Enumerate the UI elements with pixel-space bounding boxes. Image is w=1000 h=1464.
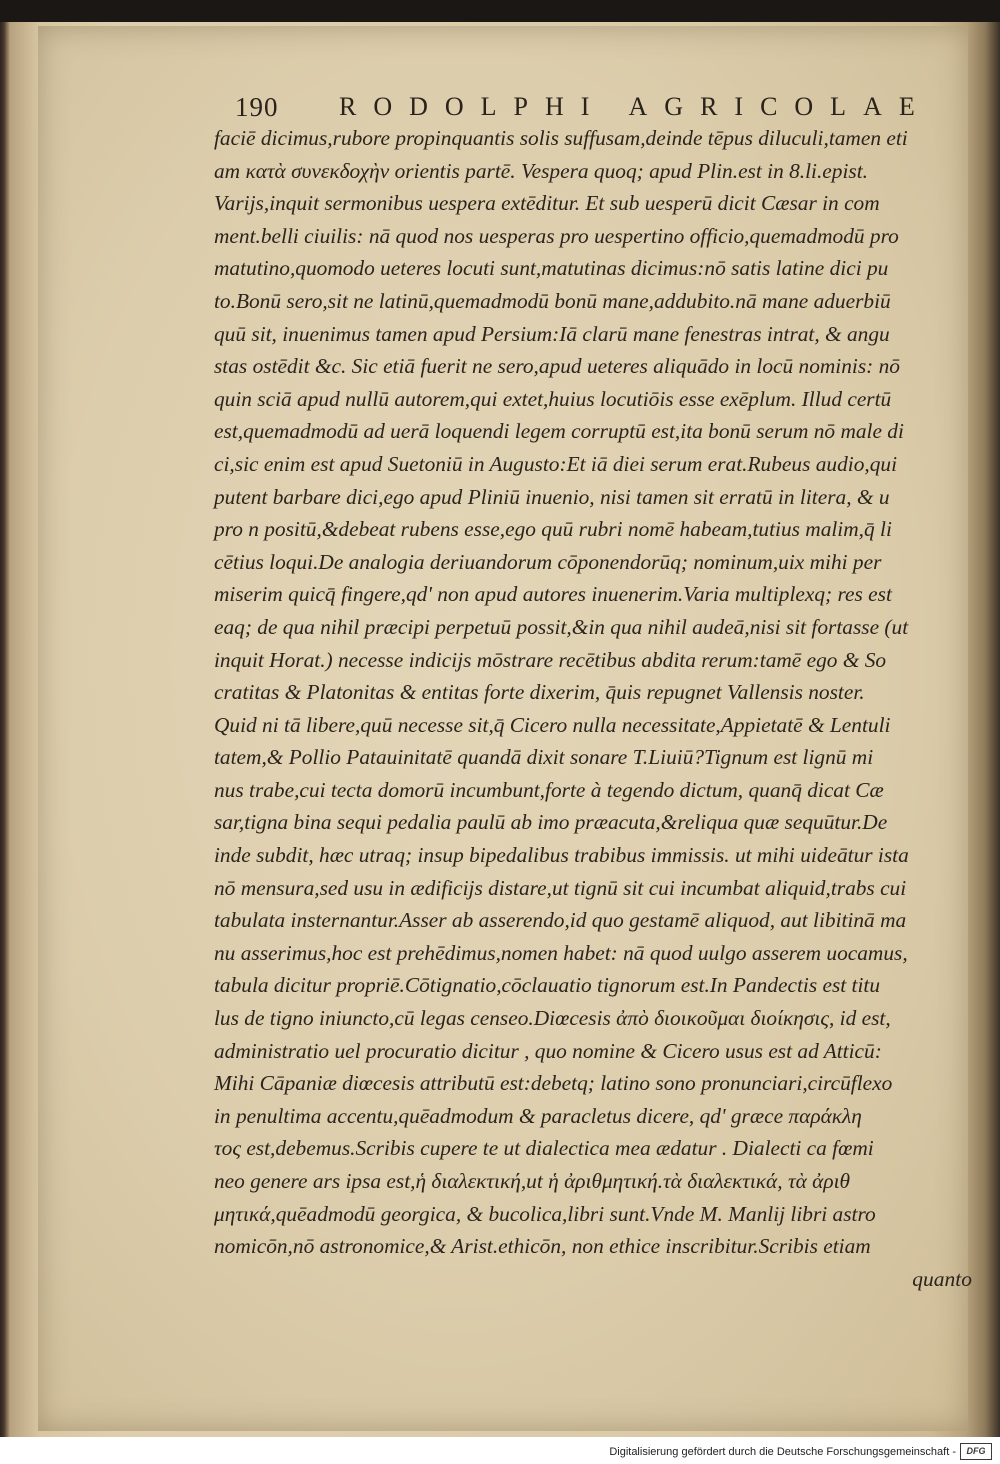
text-line: administratio uel procuratio dicitur , quo nomine & Cicero usus est ad Atticū: — [214, 1038, 882, 1063]
text-line: tabula dicitur propriē.Cōtignatio,cōclauatio tignorum est.In Pandectis est titu — [214, 973, 881, 998]
text-line: τος est,debemus.Scribis cupere te ut dialectica mea ædatur . Dialecti ca fœmi — [214, 1136, 874, 1161]
text-line: tatem,& Pollio Patauinitatē quandā dixit sonare T.Liuiū?Tignum est lignū mi — [214, 745, 874, 770]
text-line: inquit Horat.) necesse indicijs mōstrare recētibus abdita rerum:tamē ego & So — [214, 647, 887, 672]
text-line: inde subdit, hæc utraq; insup bipedalibus trabibus immissis. ut mihi uideātur ista — [214, 843, 909, 868]
dfg-logo-icon: DFG — [960, 1443, 992, 1460]
catchword: quanto — [912, 1266, 972, 1291]
text-line: quū sit, inuenimus tamen apud Persium:Iā clarū mane fenestras intrat, & angu — [214, 321, 890, 346]
digitization-footer — [0, 1437, 1000, 1464]
text-line: stas ostēdit &c. Sic etiā fuerit ne sero,apud ueteres aliquādo in locū nominis: nō — [214, 354, 900, 379]
text-line: nus trabe,cui tecta domorū incumbunt,forte à tegendo dictum, quanq̄ dicat Cæ — [214, 777, 884, 802]
text-line: faciē dicimus,rubore propinquantis solis suffusam,deinde tēpus diluculi,tamen eti — [214, 126, 908, 150]
text-line: nomicōn,nō astronomice,& Arist.ethicōn, non ethice inscribitur.Scribis etiam — [214, 1234, 871, 1259]
text-line: nu asserimus,hoc est prehēdimus,nomen habet: nā quod uulgo asserem uocamus, — [214, 940, 908, 965]
text-line: ci,sic enim est apud Suetoniū in Augusto:Et iā diei serum erat.Rubeus audio,qui — [214, 451, 898, 476]
text-line: to.Bonū sero,sit ne latinū,quemadmodū bonū mane,addubito.nā mane aduerbiū — [214, 288, 891, 313]
text-line: putent barbare dici,ego apud Pliniū inuenio, nisi tamen sit erratū in litera, & u — [214, 484, 890, 509]
text-line: μητικά,quēadmodū georgica, & bucolica,libri sunt.Vnde M. Manlij libri astro — [214, 1201, 876, 1226]
text-line: cratitas & Platonitas & entitas forte dixerim, q̄uis repugnet Vallensis noster. — [214, 680, 865, 705]
text-line: ment.belli ciuilis: nā quod nos uesperas pro uespertino officio,quemadmodū pro — [214, 223, 899, 248]
text-line: sar,tigna bina sequi pedalia paulū ab imo præacuta,&reliqua quæ sequūtur.De — [214, 810, 888, 835]
text-line: lus de tigno iniuncto,cū legas censeo.Diœcesis ἀπὸ διοικοῦμαι διοίκησις, id est, — [214, 1006, 891, 1031]
text-line: est,quemadmodū ad uerā loquendi legem corruptū est,ita bonū serum nō male di — [214, 419, 904, 444]
text-line: cētius loqui.De analogia deriuandorum cōponendorūq; nominum,uix mihi per — [214, 549, 882, 574]
text-line: miserim quicq̄ fingere,qd' non apud autores inuenerim.Varia multiplexq; res est — [214, 582, 892, 607]
text-line: nō mensura,sed usu in ædificijs distare,ut tignū sit cui incumbat aliquid,trabs cui — [214, 875, 907, 900]
body-text — [214, 122, 974, 1295]
funding-credit: Digitalisierung gefördert durch die Deutsche Forschungsgemeinschaft - — [609, 1446, 956, 1458]
text-line: Mihi Cāpaniæ diœcesis attributū est:debetq; latino sono pronunciari,circūflexo — [214, 1071, 893, 1096]
text-line: Varijs,inquit sermonibus uespera extēditur. Et sub uesperū dicit Cæsar in com — [214, 191, 880, 216]
text-line: am κατὰ συνεκδοχὴν orientis partē. Vespera quoq; apud Plin.est in 8.li.epist. — [214, 158, 868, 183]
text-line: pro n positū,&debeat rubens esse,ego quū rubri nomē habeam,tutius malim,q̄ li — [214, 517, 892, 542]
running-head: RODOLPHI AGRICOLAE — [339, 92, 932, 121]
text-line: in penultima accentu,quēadmodum & paracletus dicere, qd' græce παράκλη — [214, 1103, 862, 1128]
text-line: Quid ni tā libere,quū necesse sit,q̄ Cicero nulla necessitate,Appietatē & Lentuli — [214, 712, 891, 737]
text-line: eaq; de qua nihil præcipi perpetuū possit,&in qua nihil audeā,nisi sit fortasse (ut — [214, 614, 909, 639]
text-line: neo genere ars ipsa est,ἡ διαλεκτική,ut ἡ ἀριθμητική.τὰ διαλεκτικά, τὰ ἀριθ — [214, 1169, 851, 1193]
page-number: 190 — [235, 92, 279, 122]
text-line: matutino,quomodo ueteres locuti sunt,matutinas dicimus:nō satis latine dici pu — [214, 256, 889, 281]
text-line: tabulata insternantur.Asser ab asserendo,id quo gestamē aliquod, aut libitinā ma — [214, 908, 907, 933]
text-line: quin sciā apud nullū autorem,qui extet,huius locutiōis esse exēplum. Illud certū — [214, 386, 892, 411]
